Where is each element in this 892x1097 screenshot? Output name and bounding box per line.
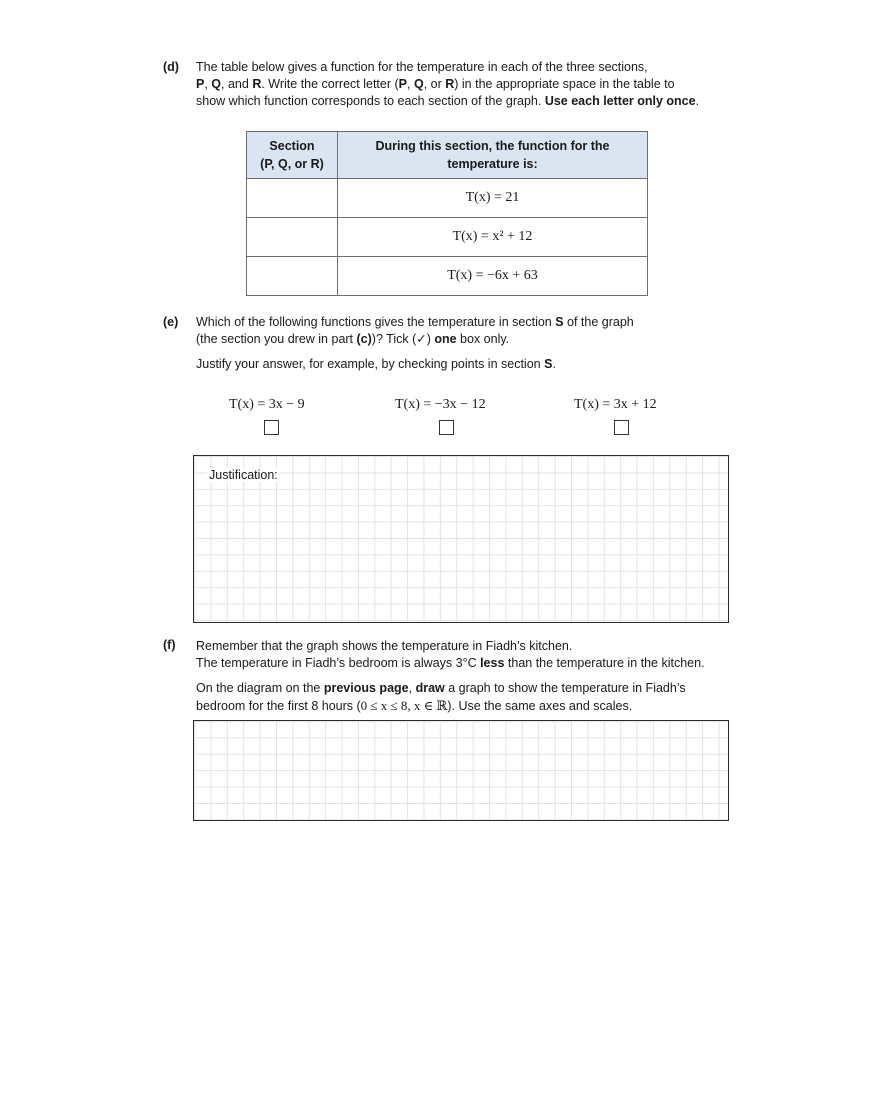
part-d-text: [196, 59, 756, 110]
part-d-line-3: show which function corresponds to each section of the graph. Use each letter only once.: [196, 94, 700, 108]
table-header-row: [247, 132, 648, 179]
option-1-checkbox[interactable]: [264, 420, 279, 435]
section-answer-cell-3[interactable]: [247, 257, 338, 296]
option-3-formula: T(x) = 3x + 12: [574, 397, 657, 412]
function-table: [246, 131, 648, 296]
part-f-line-3: On the diagram on the previous page, draw a graph to show the temperature in Fiadh’s: [196, 681, 686, 695]
table-row: [247, 179, 648, 218]
option-2-formula: T(x) = −3x − 12: [395, 397, 486, 412]
part-f-line-1: Remember that the graph shows the temperature in Fiadh’s kitchen.: [196, 639, 573, 653]
justification-answer-box[interactable]: [193, 455, 729, 623]
part-d-line-1: The table below gives a function for the temperature in each of the three sections,: [196, 60, 648, 74]
part-d-label: (d): [163, 60, 179, 74]
option-2-checkbox[interactable]: [439, 420, 454, 435]
part-e-label: (e): [163, 315, 179, 329]
section-answer-cell-1[interactable]: [247, 179, 338, 218]
part-f-line-4: bedroom for the first 8 hours (0 ≤ x ≤ 8, x ∈ ℝ). Use the same axes and scales.: [196, 698, 633, 713]
function-cell-2: T(x) = x² + 12: [338, 218, 648, 257]
option-3-checkbox[interactable]: [614, 420, 629, 435]
table-row: [247, 218, 648, 257]
part-e-line-2: (the section you drew in part (c))? Tick (✓) one box only.: [196, 332, 510, 346]
function-cell-3: T(x) = −6x + 63: [338, 257, 648, 296]
part-f-line-2: The temperature in Fiadh’s bedroom is always 3°C less than the temperature in the kitchen.: [196, 656, 705, 670]
option-1-formula: T(x) = 3x − 9: [229, 397, 305, 412]
bedroom-answer-box[interactable]: [193, 720, 729, 821]
justification-label: Justification:: [209, 468, 278, 482]
part-e-line-1: Which of the following functions gives the temperature in section S of the graph: [196, 315, 634, 329]
table-row: [247, 257, 648, 296]
part-f-label: (f): [163, 638, 176, 652]
part-f-text: [196, 638, 756, 715]
part-d-line-2: P, Q, and R. Write the correct letter (P, Q, or R) in the appropriate space in the table to: [196, 77, 675, 91]
part-e-line-3: Justify your answer, for example, by checking points in section S.: [196, 357, 556, 371]
header-section: Section (P, Q, or R): [247, 132, 338, 179]
function-cell-1: T(x) = 21: [338, 179, 648, 218]
section-answer-cell-2[interactable]: [247, 218, 338, 257]
header-function: During this section, the function for the temperature is:: [338, 132, 648, 179]
part-e-text: [196, 314, 756, 373]
